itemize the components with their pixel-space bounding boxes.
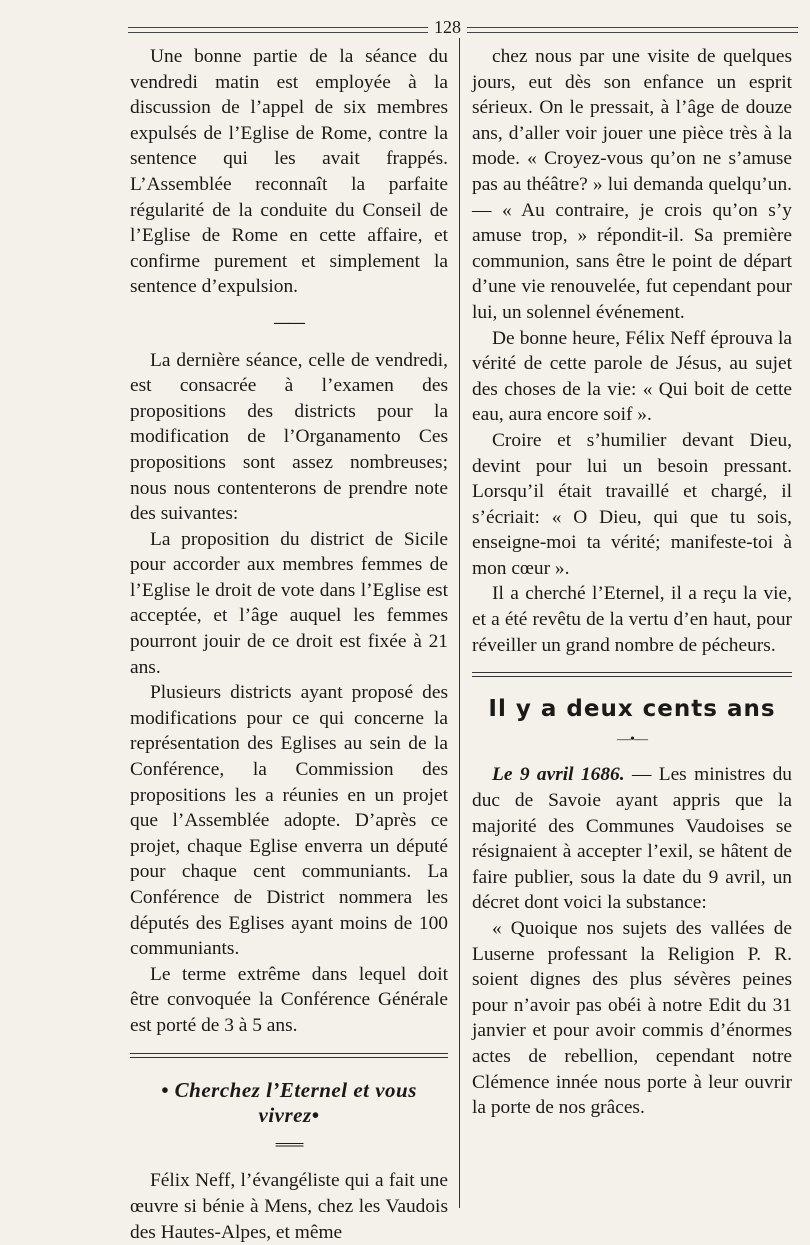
date-lead: Le 9 avril 1686. bbox=[492, 764, 625, 786]
article-rule bbox=[472, 672, 792, 677]
right-paragraph-5 bbox=[472, 762, 792, 916]
article-heading-cherchez: • Cherchez l’Eternel et vous vivrez• bbox=[161, 1077, 417, 1128]
heading-ornament: —•— bbox=[617, 731, 647, 747]
left-paragraph-2: La dernière séance, celle de vendredi, est consacrée à l’examen des propositions des districts pour la modification de l’Organamento Ces propositions sont assez nombreuses; nous nous contenterons de prendre note des suivantes: bbox=[130, 349, 448, 525]
article-heading-deux-cents-ans: Il y a deux cents ans bbox=[488, 696, 776, 723]
left-paragraph-3: La proposition du district de Sicile pour accorder aux membres femmes de l’Eglise le droit de vote dans l’Eglise est acceptée, et l’âge auquel les femmes pourront jouir de ce droit est fixée à 21 ans. bbox=[130, 528, 448, 678]
right-paragraph-4: Il a cherché l’Eternel, il a reçu la vie, et a été revêtu de la vertu d’en haut, pour réveiller un grand nombre de pécheurs. bbox=[472, 583, 792, 656]
right-column bbox=[472, 44, 792, 1121]
right-paragraph-5-text: — Les ministres du duc de Savoie ayant appris que la majorité des Communes Vaudoises se résignaient à accepter l’exil, se hâtent de faire publier, sous la date du 9 avril, un décret dont voici la substance: bbox=[472, 764, 792, 914]
right-paragraph-1: chez nous par une visite de quelques jours, eut dès son enfance un esprit sérieux. On le pressait, à l’âge de douze ans, d’aller voir jouer une pièce très à la mode. « Croyez-vous qu’on ne s’amuse pas au théâtre? » lui demanda quelqu’un. — « Au contraire, je crois qu’on s’y amuse trop, » répondit-il. Sa première communion, sans être le point de départ d’une vie renouvelée, fut cependant pour lui, un solennel événement. bbox=[472, 46, 792, 323]
left-paragraph-6: Félix Neff, l’évangéliste qui a fait une œuvre si bénie à Mens, chez les Vaudois des Hautes-Alpes, et même bbox=[130, 1170, 448, 1243]
left-column bbox=[130, 44, 448, 1245]
right-paragraph-2: De bonne heure, Félix Neff éprouva la vérité de cette parole de Jésus, au sujet des choses de la vie: « Qui boit de cette eau, aura encore soif ». bbox=[472, 327, 792, 426]
right-paragraph-3: Croire et s’humilier devant Dieu, devint pour lui un besoin pressant. Lorsqu’il était travaillé et chargé, il s’écriait: « O Dieu, qui que tu sois, enseigne-moi ta vérité; manifeste-toi à mon cœur ». bbox=[472, 429, 792, 579]
column-divider bbox=[459, 38, 460, 1208]
left-paragraph-5: Le terme extrême dans lequel doit être convoquée la Conférence Générale est porté de 3 à 5 ans. bbox=[130, 963, 448, 1036]
page-number: 128 bbox=[428, 17, 467, 38]
article-rule bbox=[130, 1053, 448, 1058]
heading-ornament: ═══ bbox=[275, 1137, 303, 1153]
right-paragraph-6: « Quoique nos sujets des vallées de Luserne professant la Religion P. R. soient dignes des plus sévères peines pour n’avoir pas obéi à notre Edit du 31 janvier et pour avoir commis d’énormes actes de rebellion, cependant notre Clémence innée nous porte à leur ouvrir la porte de nos grâces. bbox=[472, 918, 792, 1119]
section-separator: —— bbox=[274, 313, 304, 331]
left-paragraph-4: Plusieurs districts ayant proposé des modifications pour ce qui concerne la représentation des Eglises au sein de la Conférence, la Commission des propositions les a réunies en un projet que l’Assemblée adopte. D’après ce projet, chaque Eglise enverra un député pour chaque cent communiants. La Conférence de District nommera les députés des Eglises ayant moins de 100 communiants. bbox=[130, 682, 448, 960]
left-paragraph-1: Une bonne partie de la séance du vendredi matin est employée à la discussion de l’appel de six membres expulsés de l’Eglise de Rome, contre la sentence qui les avait frappés. L’Assemblée reconnaît la parfaite régularité de la conduite du Conseil de l’Eglise de Rome en cette affaire, et confirme purement et simplement la sentence d’expulsion. bbox=[130, 46, 448, 298]
